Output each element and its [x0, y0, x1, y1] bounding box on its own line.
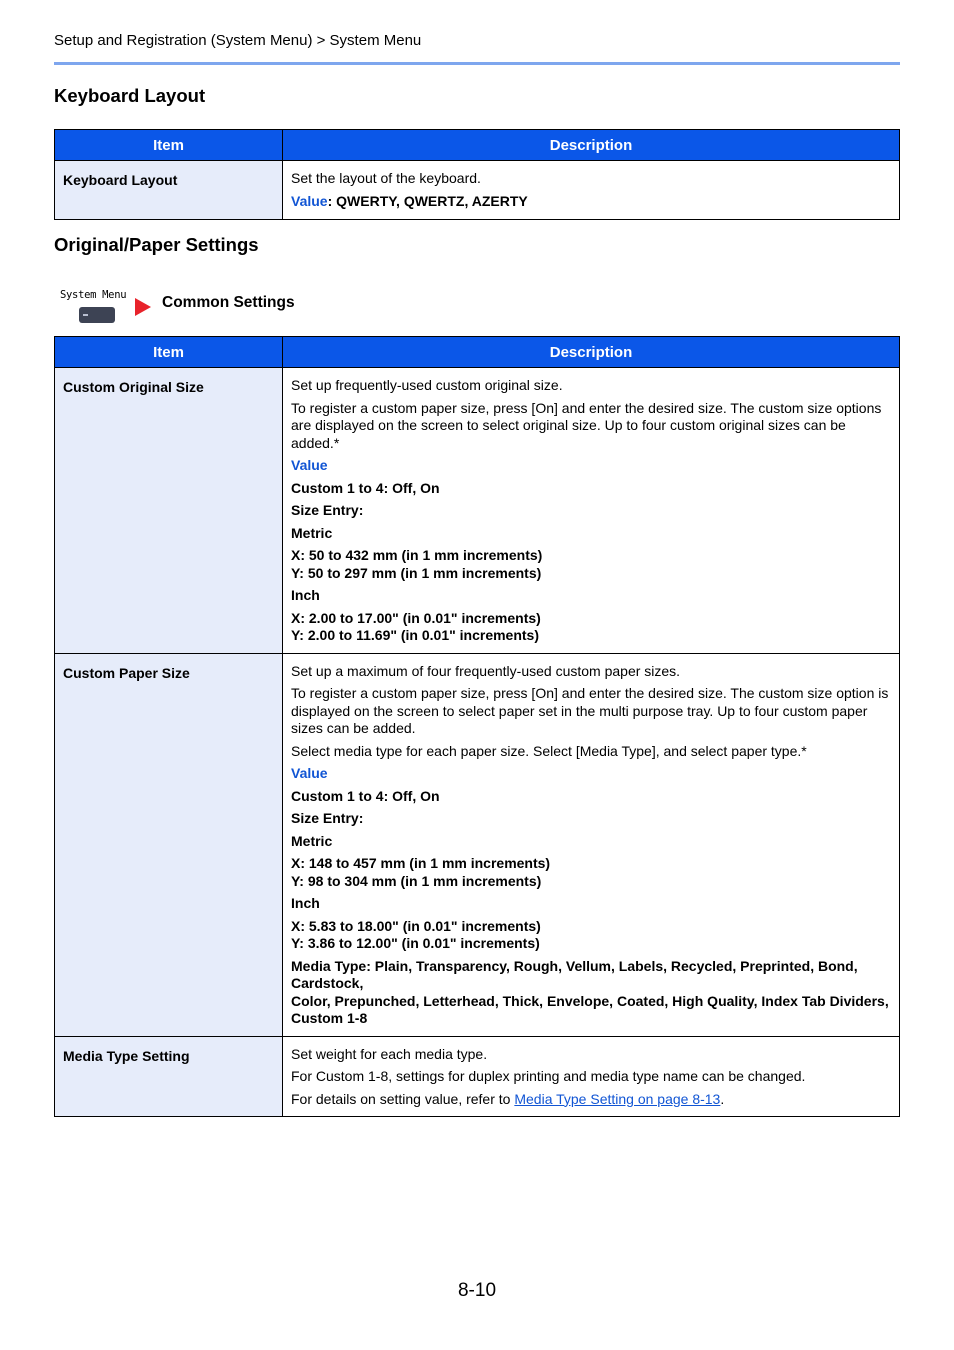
value-label: Value — [291, 765, 328, 781]
media-type-setting-link[interactable]: Media Type Setting on page 8-13 — [514, 1090, 721, 1107]
table-row — [55, 653, 900, 1036]
value-text: Y: 3.86 to 12.00" (in 0.01" increments) — [291, 935, 540, 951]
system-menu-key-label: System Menu — [60, 289, 127, 301]
page-number: 8-10 — [457, 1280, 497, 1301]
reference-suffix: . — [720, 1090, 725, 1107]
value-text: X: 50 to 432 mm (in 1 mm increments) — [291, 547, 543, 563]
description-text: To register a custom paper size, press [On] and enter the desired size. The custom size option is displayed on the screen to select paper set in the multi purpose tray. Up to four custom paper sizes can be added. — [291, 685, 889, 736]
table-header-description: Description — [283, 337, 900, 368]
item-cell-custom-paper-size: Custom Paper Size — [55, 653, 283, 1036]
navigation-path — [60, 289, 360, 325]
value-text: Size Entry: — [291, 810, 364, 826]
section-title-original-paper-settings: Original/Paper Settings — [54, 234, 259, 255]
table-row — [55, 161, 900, 220]
value-text: Y: 98 to 304 mm (in 1 mm increments) — [291, 872, 542, 889]
description-cell — [283, 368, 900, 654]
table-header-item: Item — [55, 130, 283, 161]
value-text: Custom 1 to 4: Off, On — [291, 479, 440, 496]
description-text: Set up frequently-used custom original size. — [291, 377, 563, 393]
item-cell-keyboard-layout: Keyboard Layout — [55, 161, 283, 220]
table-header-item: Item — [55, 337, 283, 368]
value-text: Size Entry: — [291, 502, 364, 518]
original-paper-settings-table — [54, 336, 900, 1117]
value-text: X: 5.83 to 18.00" (in 0.01" increments) — [291, 917, 541, 934]
value-text: Custom 1 to 4: Off, On — [291, 787, 440, 804]
description-text: Select media type for each paper size. Select [Media Type], and select paper type.* — [291, 742, 807, 759]
item-cell-custom-original-size: Custom Original Size — [55, 368, 283, 654]
value-text: Inch — [291, 587, 320, 603]
media-type-list: Media Type: Plain, Transparency, Rough, Vellum, Labels, Recycled, Preprinted, Bond, Cardstock, — [291, 957, 858, 991]
description-text: Set up a maximum of four frequently-used custom paper sizes. — [291, 662, 681, 679]
value-text: Y: 50 to 297 mm (in 1 mm increments) — [291, 564, 542, 581]
description-cell — [283, 653, 900, 1036]
header-divider — [54, 62, 900, 65]
value-text: X: 2.00 to 17.00" (in 0.01" increments) — [291, 609, 541, 626]
value-text: Metric — [291, 832, 333, 849]
description-cell — [283, 1036, 900, 1117]
system-menu-key-icon — [79, 307, 115, 323]
value-label: Value — [291, 457, 328, 473]
item-cell-media-type-setting: Media Type Setting — [55, 1036, 283, 1117]
value-text: Inch — [291, 895, 320, 911]
media-type-list: Color, Prepunched, Letterhead, Thick, Envelope, Coated, High Quality, Index Tab Dividers, Custom 1-8 — [291, 992, 889, 1026]
description-text: For Custom 1-8, settings for duplex printing and media type name can be changed. — [291, 1068, 806, 1084]
value-text: Metric — [291, 524, 333, 541]
description-text: Set weight for each media type. — [291, 1045, 488, 1062]
reference-prefix: For details on setting value, refer to — [291, 1090, 515, 1107]
table-header-description: Description — [283, 130, 900, 161]
table-row — [55, 368, 900, 654]
keyboard-layout-table — [54, 129, 900, 220]
value-label: Value — [291, 192, 328, 209]
right-triangle-arrow-icon — [135, 298, 151, 316]
value-text: Y: 2.00 to 11.69" (in 0.01" increments) — [291, 627, 540, 643]
value-text: : QWERTY, QWERTZ, AZERTY — [327, 192, 528, 209]
description-cell — [283, 161, 900, 220]
value-text: X: 148 to 457 mm (in 1 mm increments) — [291, 855, 551, 871]
table-row — [55, 1036, 900, 1117]
description-text — [291, 1091, 891, 1109]
description-text: Set the layout of the keyboard. — [291, 170, 481, 186]
section-title-keyboard-layout: Keyboard Layout — [54, 85, 206, 106]
description-text: To register a custom paper size, press [On] and enter the desired size. The custom size options are displayed on the screen to select original size. Up to four custom original sizes can be added.* — [291, 399, 882, 451]
nav-path-common-settings: Common Settings — [162, 294, 295, 311]
breadcrumb: Setup and Registration (System Menu) > System Menu — [54, 32, 422, 49]
value-line — [291, 193, 891, 211]
